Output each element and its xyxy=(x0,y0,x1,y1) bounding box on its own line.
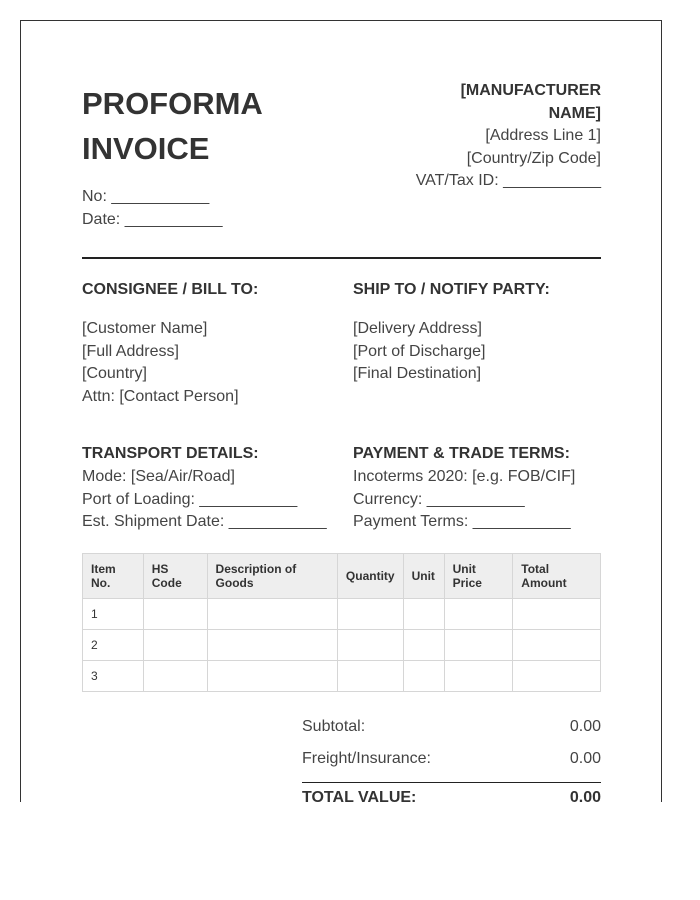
column-header-total-amount: Total Amount xyxy=(513,554,601,599)
ship-to-lines xyxy=(353,318,603,386)
invoice-meta xyxy=(82,186,223,231)
table-row xyxy=(83,599,601,630)
ship-to-line: [Delivery Address] xyxy=(353,320,482,337)
header-divider xyxy=(82,257,601,259)
title-line-2: INVOICE xyxy=(82,131,210,166)
payment-line: Payment Terms: ___________ xyxy=(353,513,571,530)
transport-line: Port of Loading: ___________ xyxy=(82,490,298,508)
total-amount-cell[interactable] xyxy=(513,630,601,661)
unit-cell[interactable] xyxy=(403,661,444,692)
column-header-hs-code: HS Code xyxy=(143,554,207,599)
payment-lines xyxy=(353,466,603,534)
freight-label: Freight/Insurance: xyxy=(302,750,431,767)
description-cell[interactable] xyxy=(207,599,337,630)
manufacturer-address: [Address Line 1] xyxy=(485,127,601,144)
subtotal-value: 0.00 xyxy=(569,718,601,735)
hs-code-cell[interactable] xyxy=(143,599,207,630)
ship-to-heading: SHIP TO / NOTIFY PARTY: xyxy=(353,281,550,298)
manufacturer-country-zip: [Country/Zip Code] xyxy=(466,149,601,167)
transport-heading: TRANSPORT DETAILS: xyxy=(82,445,259,462)
payment-heading: PAYMENT & TRADE TERMS: xyxy=(353,445,570,462)
manufacturer-block xyxy=(341,80,601,193)
hs-code-cell[interactable] xyxy=(143,661,207,692)
item-number-cell: 1 xyxy=(83,599,144,630)
consignee-line: [Country] xyxy=(82,365,147,382)
quantity-cell[interactable] xyxy=(337,599,403,630)
quantity-cell[interactable] xyxy=(337,630,403,661)
consignee-line: [Customer Name] xyxy=(82,320,208,337)
total-value-amount: 0.00 xyxy=(569,789,601,802)
totals-divider xyxy=(302,782,601,783)
manufacturer-name-line-2: NAME] xyxy=(548,104,601,122)
item-number-cell: 2 xyxy=(83,630,144,661)
quantity-cell[interactable] xyxy=(337,661,403,692)
column-header-unit-price: Unit Price xyxy=(444,554,513,599)
table-row xyxy=(83,630,601,661)
description-cell[interactable] xyxy=(207,630,337,661)
payment-line: Incoterms 2020: [e.g. FOB/CIF] xyxy=(353,468,576,485)
column-header-unit: Unit xyxy=(403,554,444,599)
consignee-line: Attn: [Contact Person] xyxy=(82,387,239,405)
transport-line: Mode: [Sea/Air/Road] xyxy=(82,468,235,485)
manufacturer-vat: VAT/Tax ID: ___________ xyxy=(415,172,601,189)
total-amount-cell[interactable] xyxy=(513,661,601,692)
payment-line: Currency: ___________ xyxy=(353,490,525,508)
consignee-section xyxy=(82,280,342,408)
column-header-description: Description of Goods xyxy=(207,554,337,599)
description-cell[interactable] xyxy=(207,661,337,692)
unit-cell[interactable] xyxy=(403,630,444,661)
payment-section xyxy=(353,444,603,534)
consignee-heading: CONSIGNEE / BILL TO: xyxy=(82,281,259,298)
unit-cell[interactable] xyxy=(403,599,444,630)
table-header-row xyxy=(83,554,601,599)
ship-to-line: [Final Destination] xyxy=(353,365,482,382)
total-value-label: TOTAL VALUE: xyxy=(302,789,417,802)
transport-line: Est. Shipment Date: ___________ xyxy=(82,513,327,530)
freight-value: 0.00 xyxy=(569,750,601,767)
consignee-lines xyxy=(82,318,342,408)
hs-code-cell[interactable] xyxy=(143,630,207,661)
transport-section xyxy=(82,444,342,534)
column-header-item-no: Item No. xyxy=(83,554,144,599)
transport-lines xyxy=(82,466,342,534)
manufacturer-name-line-1: [MANUFACTURER xyxy=(460,82,601,99)
item-number-cell: 3 xyxy=(83,661,144,692)
ship-to-line: [Port of Discharge] xyxy=(353,342,486,360)
column-header-quantity: Quantity xyxy=(337,554,403,599)
invoice-number-field[interactable]: No: ___________ xyxy=(82,188,210,205)
unit-price-cell[interactable] xyxy=(444,661,513,692)
items-table xyxy=(82,553,601,692)
consignee-line: [Full Address] xyxy=(82,342,179,360)
invoice-sheet xyxy=(20,20,662,802)
ship-to-section xyxy=(353,280,603,386)
invoice-title xyxy=(82,81,342,171)
total-amount-cell[interactable] xyxy=(513,599,601,630)
subtotal-label: Subtotal: xyxy=(302,718,366,735)
title-line-1: PROFORMA xyxy=(82,86,263,121)
table-row xyxy=(83,661,601,692)
unit-price-cell[interactable] xyxy=(444,599,513,630)
invoice-date-field[interactable]: Date: ___________ xyxy=(82,210,223,228)
unit-price-cell[interactable] xyxy=(444,630,513,661)
